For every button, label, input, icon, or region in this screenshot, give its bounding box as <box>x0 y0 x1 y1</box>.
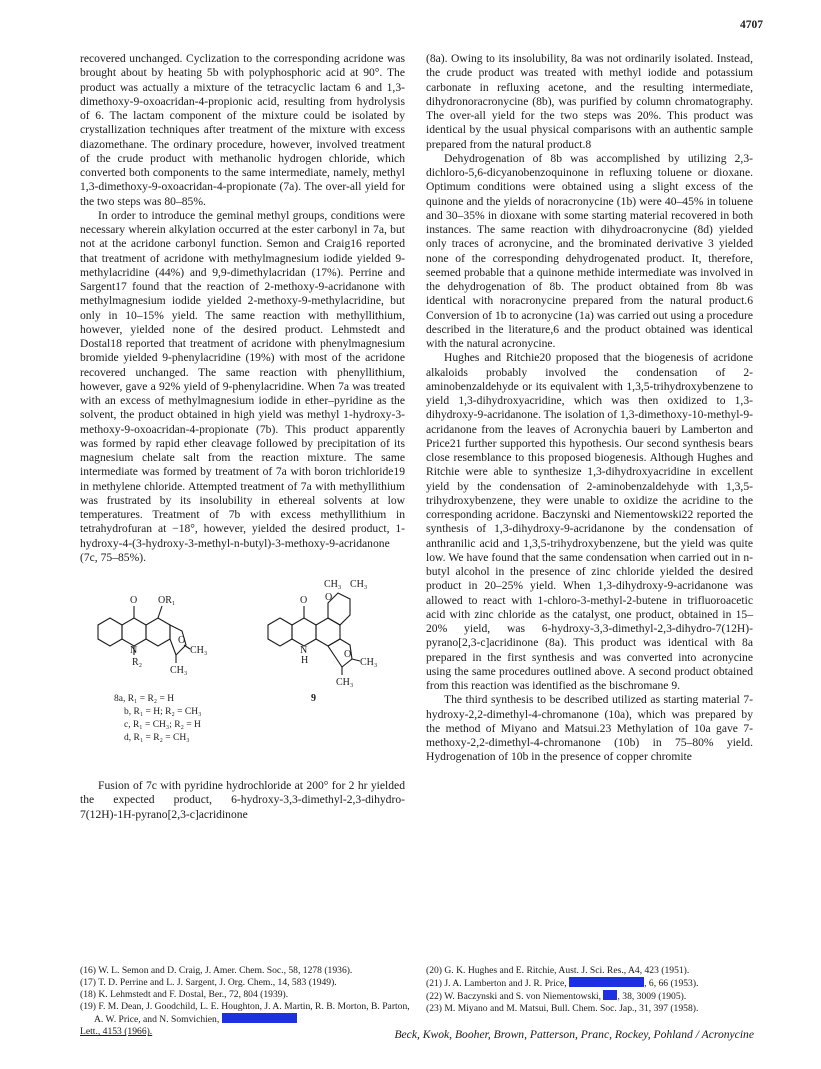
footnote: (16) W. L. Semon and D. Craig, J. Amer. Chem. Soc., 58, 1278 (1936). <box>80 965 353 976</box>
paragraph: recovered unchanged. Cyclization to the corresponding acridone was brought about by heating 5b with polyphosphoric acid at 90°. The product was actually a mixture of the tetracyclic lactam 6 and 1,3-dimethoxy-9-oxoacridan-4-propionic acid, resulting from hydrolysis of 6. The lactam component of the mixture could be isolated by crystallization techniques after treatment of the mixture with excess diazomethane. The ordinary procedure, however, involved treatment of the crude product with methanolic hydrogen chloride, which converted both components to the same intermediate, namely, methyl 1,3-dimethoxy-9-oxoacridan-4-propionate (7a). The over-all yield for the two steps was 80–85%. <box>80 52 405 208</box>
footnote <box>426 990 760 1003</box>
legend-entry: c, R₁ = CH₃; R₂ = H <box>124 720 201 730</box>
footnote-link[interactable]: Lett., 4153 (1966). <box>80 1026 153 1038</box>
label: N <box>130 645 138 656</box>
footnote <box>426 977 760 990</box>
footnote <box>80 1001 412 1026</box>
footnote: (23) M. Miyano and M. Matsui, Bull. Chem. Soc. Jap., 31, 397 (1958). <box>426 1003 699 1015</box>
page-number: 4707 <box>740 19 763 31</box>
label: O <box>178 635 186 646</box>
footnote-text: , 6, 66 (1953). <box>644 978 699 990</box>
paragraph: In order to introduce the geminal methyl groups, conditions were necessary wherein alkylation occurred at the ester carbonyl in 7a, but not at the acridone carbonyl function. Semon and Craig16 reported that treatment of acridone with methylmagnesium iodide yielded 9-methylacridine (44%) and 9,9-dimethylacridan (17%). Perrine and Sargent17 found that the reaction of 2-methoxy-9-acridanone with methylmagnesium iodide yielded 2-methoxy-9-methylacridine, but only in 10–15% yield. The same reaction with methyllithium, however, yielded none of the desired product. Lehmstedt and Dostal18 reported that treatment of acridone with phenylmagnesium bromide yielded 9-phenylacridine (19%) with most of the acridone recovered unchanged. The same reaction with phenyllithium, however, gave a 92% yield of 9-phenylacridine. When 7a was treated with an excess of methylmagnesium iodide in ether–pyridine as the solvent, the product obtained in high yield was methyl 1-hydroxy-3-methoxy-9-oxoacridan-4-propionate (7b). This product apparently was formed by rapid ether cleavage followed by precipitation of its magnesium chelate salt from the reaction mixture. The same intermediate was formed by treatment of 7a with boron trichloride19 in methylene chloride. Attempted treatment of 7a with methyllithium was frustrated by its insolubility in ethereal solvents at low temperatures. Treatment of 7b with excess methyllithium in tetrahydrofuran at −18°, however, yielded the desired product, 1-hydroxy-4-(3-hydroxy-3-methyl-n-butyl)-3-methoxy-9-acridanone (7c, 75–85%). <box>80 208 405 564</box>
label: H <box>301 655 309 666</box>
footnote-text: (22) W. Baczynski and S. von Niementowski, <box>426 991 602 1003</box>
label: OR₁ <box>158 595 176 606</box>
label: CH₃ <box>360 657 378 668</box>
legend-entry: b, R₁ = H; R₂ = CH₃ <box>124 707 202 717</box>
label: O <box>344 649 352 660</box>
benzene-ring <box>268 618 292 646</box>
label: O <box>300 595 308 606</box>
label: O <box>325 592 333 603</box>
label: CH₃ <box>336 677 354 688</box>
label: CH₃ <box>324 579 342 590</box>
aryl-ring <box>146 618 170 646</box>
right-column <box>426 52 753 765</box>
redaction-bar <box>569 977 644 987</box>
compound-number: 9 <box>311 693 316 704</box>
legend-entry: 8a, R₁ = R₂ = H <box>114 694 175 704</box>
chemical-structures <box>80 573 405 773</box>
paragraph: The third synthesis to be described utilized as starting material 7-hydroxy-2,2-dimethyl-4-chromanone (10a), which was prepared by the method of Miyano and Matsui.23 Methylation of 10a gave 7-methoxy-2,2-dimethyl-4-chromanone (10b) in 75–80% yield. Hydrogenation of 10b in the presence of copper chromite <box>426 693 753 764</box>
aryl-ring <box>316 618 340 646</box>
paragraph: Hughes and Ritchie20 proposed that the biogenesis of acridone alkaloids probably involved the condensation of 2-aminobenzaldehyde or its equivalent with 1,3,5-trihydroxybenzene to yield 1,3-dihydroxyacridine, which was then oxidized to 1,3-dihydroxy-9-acridanone. The isolation of 1,3-dimethoxy-10-methyl-9-acridanone from the leaves of Acronychia baueri by Lamberton and Price21 further supported this hypothesis. Our second synthesis bears close resemblance to this proposed biogenesis. Although Hughes and Ritchie were able to synthesize 1,3-dihydroxyacridine in excellent yield by the condensation of 2-aminobenzaldehyde with 1,3,5-trihydroxybenzene, they were unable to oxidize the acridine to the corresponding acridone. Baczynski and Niementowski22 reported the synthesis of 1,3-dihydroxy-9-acridanone by the condensation of anthranilic acid and 1,3,5-trihydroxybenzene, but the yield was quite low. We have found that the same condensation when carried out in n-butyl alcohol in the presence of zinc chloride yielded the desired product in 20–25% yield. When 1,3-dihydroxy-9-acridanone was allowed to react with 1-chloro-3-methyl-2-butene in trifluoroacetic acid with zinc chloride as the catalyst, one product, obtained in 15–20% yield, was 6-hydroxy-3,3-dimethyl-2,3-dihydro-7(12H)-pyrano[2,3-c]acridinone (8a). This product was identical with 8a prepared in the first synthesis and was converted into acronycine using the same procedures outlined above. A second product obtained from this reaction was identified as the bischromane 9. <box>426 351 753 692</box>
benzene-ring <box>98 618 122 646</box>
structure-drawing <box>80 573 405 773</box>
label: R₂ <box>132 657 143 668</box>
paragraph: Dehydrogenation of 8b was accomplished by utilizing 2,3-dichloro-5,6-dicyanobenzoquinone in refluxing toluene or dioxane. Optimum conditions were obtained using a slight excess of the quinone and the yields of noracronycine (1b) were 40–45% in toluene and 30–35% in dioxane with some starting material recovered in both instances. The same reaction with dihydroacronycine (8d) yielded only traces of acronycine, and the brominated derivative 3 yielded none of the corresponding dehydrogenated product. It, therefore, seemed probable that a quinone methide intermediate was involved in the dehydrogenation of 8b. The product obtained from 8b was identical with noracronycine prepared from the natural product.6 Conversion of 1b to acronycine (1a) was carried out using a procedure described in the literature,6 and the product obtained was identical with the natural acronycine. <box>426 151 753 350</box>
redaction-bar <box>603 990 617 1000</box>
footnotes-right <box>426 965 760 1015</box>
footnote-text: (19) F. M. Dean, J. Goodchild, L. E. Houghton, J. A. Martin, R. B. Morton, B. Parton, A. W. Price, and N. Somvichien, <box>80 1001 410 1026</box>
footnote-text: , 38, 3009 (1905). <box>617 991 687 1003</box>
label: CH₃ <box>350 579 368 590</box>
legend-entry: d, R₁ = R₂ = CH₃ <box>124 733 190 743</box>
footnote: (17) T. D. Perrine and L. J. Sargent, J. Org. Chem., 14, 583 (1949). <box>80 977 337 989</box>
label: CH₃ <box>170 665 188 676</box>
pyridone-ring <box>292 618 316 646</box>
label: CH₃ <box>190 645 208 656</box>
paragraph: Fusion of 7c with pyridine hydrochloride at 200° for 2 hr yielded the expected product, 6-hydroxy-3,3-dimethyl-2,3-dihydro-7(12H)-1H-pyrano[2,3-c]acridinone <box>80 779 405 821</box>
running-footer: Beck, Kwok, Booher, Brown, Patterson, Pranc, Rockey, Pohland / Acronycine <box>394 1028 754 1041</box>
footnote: (20) G. K. Hughes and E. Ritchie, Aust. J. Sci. Res., A4, 423 (1951). <box>426 965 690 976</box>
paragraph: (8a). Owing to its insolubility, 8a was not ordinarily isolated. Instead, the crude product was treated with methyl iodide and potassium carbonate in refluxing acetone, and the resulting intermediate, dihydronoracronycine (8b), was purified by column chromatography. The over-all yield for the two steps was 20%. This product was identical by the usual physical comparisons with an authentic sample prepared from the natural product.8 <box>426 52 753 151</box>
label: N <box>300 645 308 656</box>
footnote: (18) K. Lehmstedt and F. Dostal, Ber., 72, 804 (1939). <box>80 989 289 1001</box>
label: O <box>130 595 138 606</box>
pyridone-ring <box>122 618 146 646</box>
footnote-text: (21) J. A. Lamberton and J. R. Price, <box>426 978 567 990</box>
redaction-bar <box>222 1013 297 1023</box>
left-column <box>80 52 405 822</box>
